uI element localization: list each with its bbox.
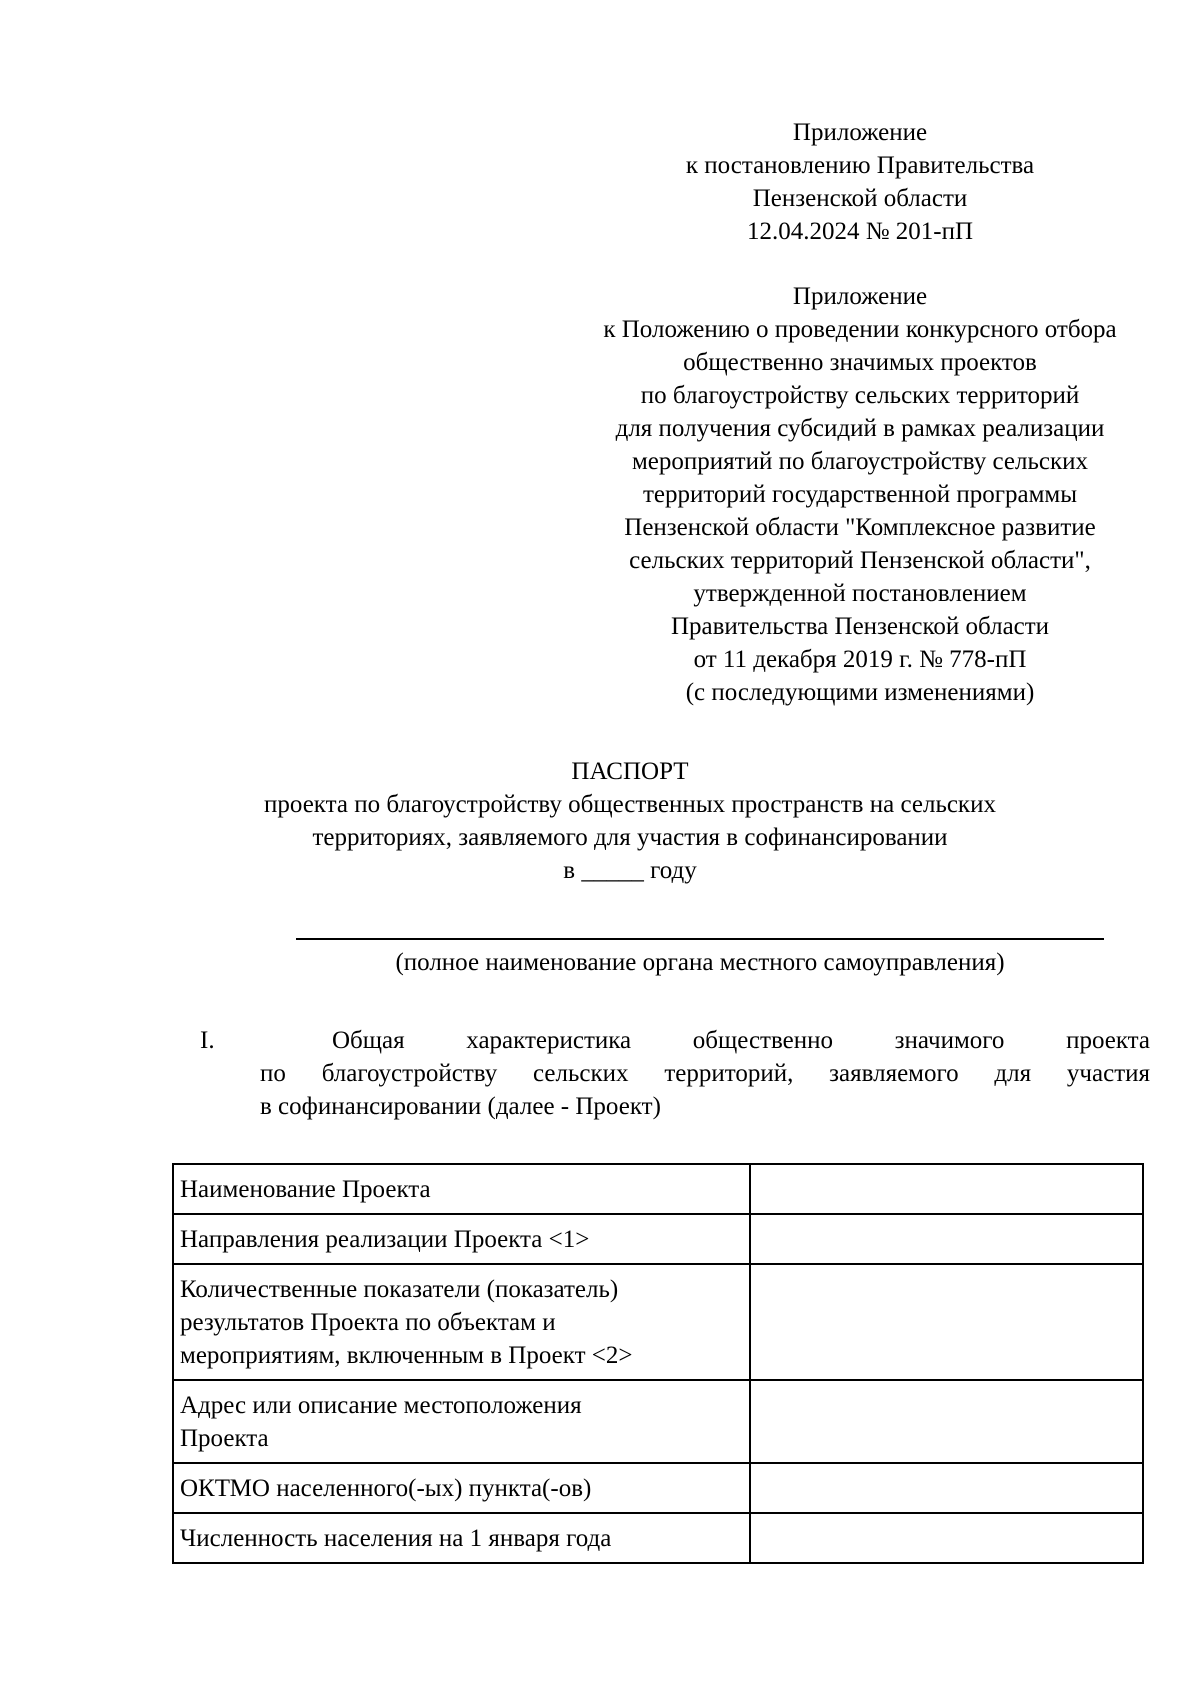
table-value-cell	[750, 1380, 1143, 1463]
project-info-table	[172, 1163, 1144, 1564]
appendix-line: Пензенской области	[752, 185, 968, 212]
appendix-line: Приложение	[792, 283, 928, 310]
appendix-line: по благоустройству сельских территорий	[640, 382, 1080, 409]
appendix-line: Приложение	[792, 119, 928, 146]
section-heading-line: в софинансировании (далее - Проект)	[260, 1093, 661, 1120]
section-heading-line: Общая характеристика общественно значимого проекта	[332, 1027, 1150, 1054]
table-value-cell	[750, 1513, 1143, 1563]
appendix-line: 12.04.2024 № 201-пП	[746, 218, 974, 245]
table-label-text: мероприятиям, включенным в Проект <2>	[180, 1342, 633, 1369]
appendix-regulation	[540, 280, 1180, 709]
table-label-text: ОКТМО населенного(-ых) пункта(-ов)	[180, 1475, 592, 1502]
table-value-cell	[750, 1164, 1143, 1214]
appendix-line: к постановлению Правительства	[685, 152, 1035, 179]
section-heading	[260, 1024, 1150, 1123]
table-label-text: Адрес или описание местоположения	[180, 1392, 582, 1419]
appendix-line: к Положению о проведении конкурсного отбора	[603, 316, 1117, 343]
table-label-text: Проекта	[180, 1425, 269, 1452]
table-row	[173, 1463, 1143, 1513]
table-label-cell	[173, 1513, 750, 1563]
table-row	[173, 1380, 1143, 1463]
appendix-line: мероприятий по благоустройству сельских	[631, 448, 1088, 475]
passport-subtitle-line: в _____ году	[563, 857, 697, 884]
appendix-line: утвержденной постановлением	[693, 580, 1027, 607]
appendix-line: Пензенской области "Комплексное развитие	[624, 514, 1096, 541]
organization-name-line	[296, 938, 1104, 940]
table-label-text: Количественные показатели (показатель)	[180, 1276, 619, 1303]
table-label-text: Направления реализации Проекта <1>	[180, 1226, 590, 1253]
appendix-line: (с последующими изменениями)	[685, 679, 1035, 706]
table-value-cell	[750, 1264, 1143, 1380]
passport-title: ПАСПОРТ	[571, 758, 689, 785]
appendix-line: общественно значимых проектов	[683, 349, 1037, 376]
section-heading-line: по благоустройству сельских территорий, заявляемого для участия	[260, 1060, 1150, 1087]
appendix-line: территорий государственной программы	[642, 481, 1078, 508]
table-value-cell	[750, 1463, 1143, 1513]
appendix-government-resolution	[630, 116, 1090, 248]
table-row	[173, 1264, 1143, 1380]
table-label-cell	[173, 1214, 750, 1264]
table-row	[173, 1513, 1143, 1563]
section-number: I.	[200, 1027, 215, 1054]
organization-caption: (полное наименование органа местного самоуправления)	[395, 949, 1005, 976]
table-label-cell	[173, 1463, 750, 1513]
passport-heading	[180, 755, 1080, 887]
table-label-cell	[173, 1264, 750, 1380]
table-row	[173, 1164, 1143, 1214]
table-label-text: результатов Проекта по объектам и	[180, 1309, 556, 1336]
appendix-line: для получения субсидий в рамках реализации	[615, 415, 1105, 442]
passport-subtitle-line: территориях, заявляемого для участия в софинансировании	[312, 824, 948, 851]
appendix-line: сельских территорий Пензенской области",	[629, 547, 1091, 574]
table-row	[173, 1214, 1143, 1264]
appendix-line: от 11 декабря 2019 г. № 778-пП	[693, 646, 1027, 673]
table-label-cell	[173, 1380, 750, 1463]
table-label-text: Численность населения на 1 января года	[180, 1525, 612, 1552]
passport-subtitle-line: проекта по благоустройству общественных пространств на сельских	[264, 791, 996, 818]
table-label-text: Наименование Проекта	[180, 1176, 431, 1203]
table-label-cell	[173, 1164, 750, 1214]
appendix-line: Правительства Пензенской области	[670, 613, 1050, 640]
table-value-cell	[750, 1214, 1143, 1264]
